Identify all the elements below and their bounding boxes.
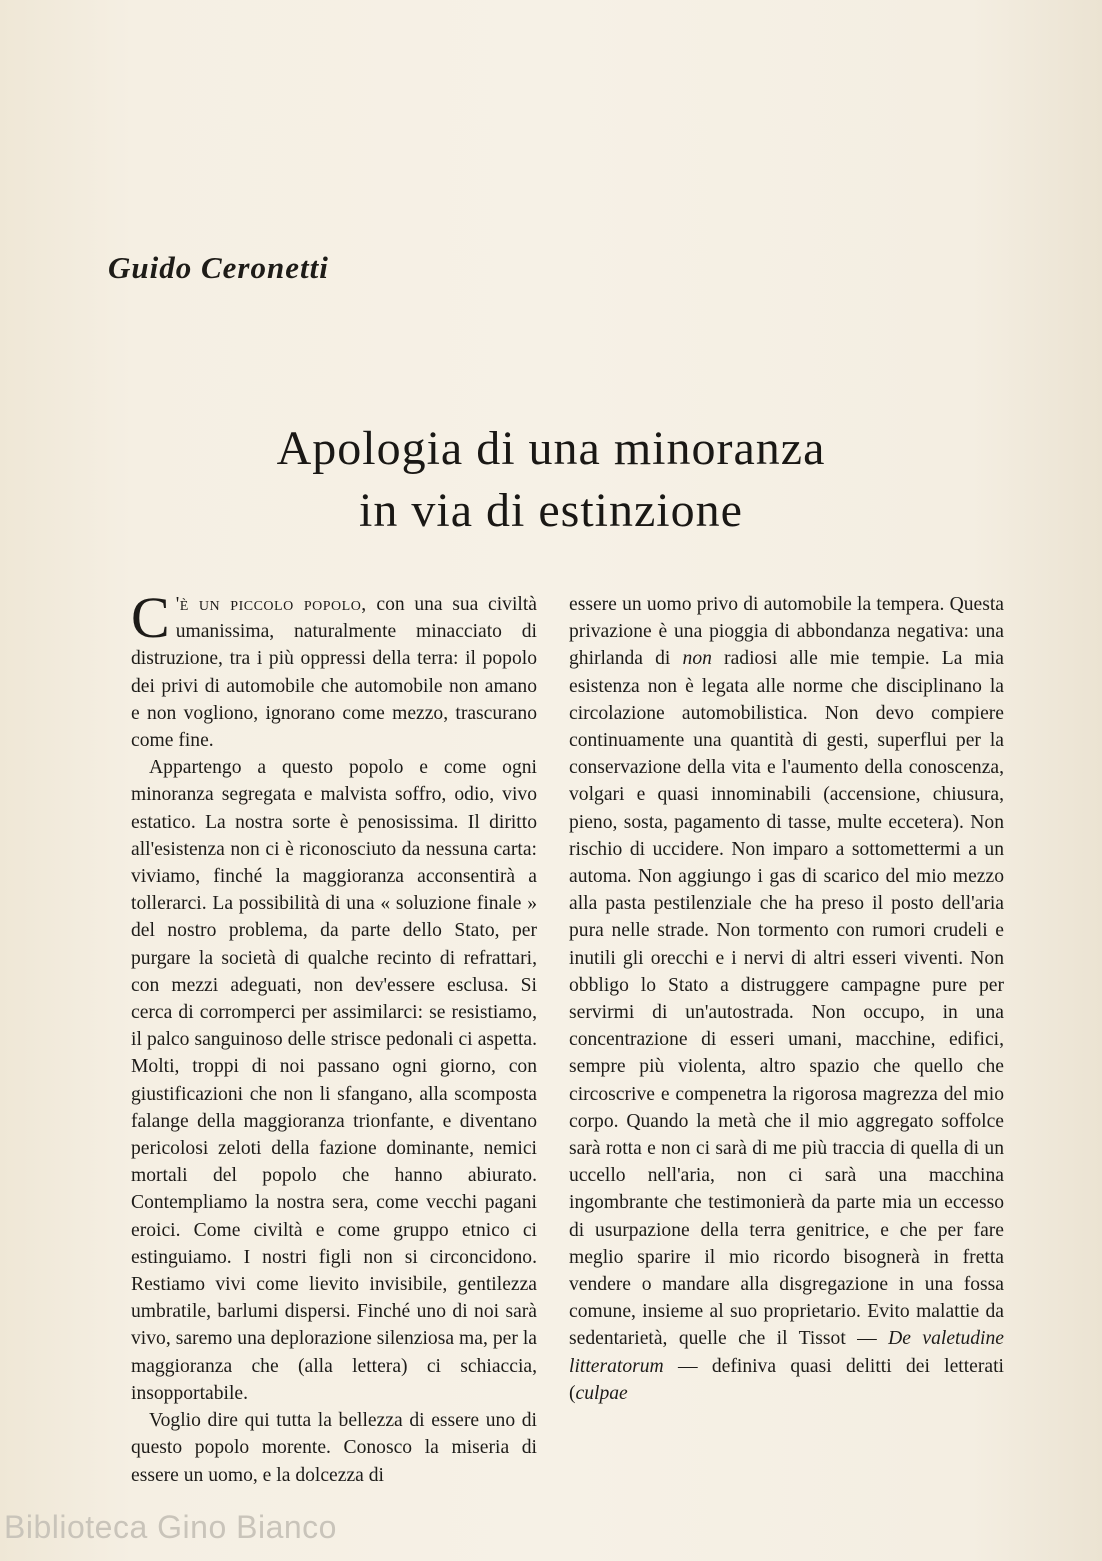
- left-paragraph-2: Appartengo a questo popolo e come ogni minoranza segregata e malvista soffro, odio, vivo estatico. La nostra sorte è penosissima. Il diritto all'esistenza non ci è riconosciuto da nessuna carta: viviamo, finché la maggioranza acconsentirà a tollerarci. La possibilità di una « soluzione finale » del nostro problema, da parte dello Stato, per purgare la società di qualche recinto di refrattari, con mezzi adeguati, non dev'essere esclusa. Si cerca di corromperci per assimilarci: se resistiamo, il palco sanguinoso delle strisce pedonali ci aspetta. Molti, troppi di noi passano ogni giorno, con giustificazioni che non li sfangano, alla scomposta falange della maggioranza trionfante, e diventano pericolosi zeloti della fazione dominante, nemici mortali del popolo che hanno abiurato. Contempliamo la nostra sera, come vecchi pagani eroici. Come civiltà e come gruppo etnico ci estinguiamo. I nostri figli non si circoncidono. Restiamo vivi come lievito invisibile, gentilezza umbratile, barlumi dispersi. Finché uno di noi sarà vivo, saremo una deplorazione silenziosa ma, per la maggioranza che (alla lettera) ci schiaccia, insopportabile.: [131, 757, 537, 1404]
- title-line-2: in via di estinzione: [359, 484, 743, 537]
- left-column: [131, 585, 538, 1489]
- right-paragraph-1: [569, 591, 1004, 1407]
- right-text-c: — definiva quasi delitti dei letterati (: [569, 1355, 1004, 1404]
- right-text-a: essere un uomo privo di automobile la tempera. Questa privazione è una pioggia di abbondanza negativa: una ghirlanda di: [569, 594, 1004, 670]
- library-watermark: Biblioteca Gino Bianco: [4, 1509, 337, 1545]
- author-name: Guido Ceronetti: [108, 250, 329, 285]
- right-text-b: radiosi alle mie tempie. La mia esistenza non è legata alle norme che disciplinano la circolazione automobilistica. Non devo compiere continuamente una quantità di gesti, superflui per la conservazione della vita e l'aumento della conoscenza, volgari e quasi innominabili (accensione, chiusura, pieno, sosta, pagamento di tasse, multe eccetera). Non rischio di uccidere. Non imparo a sottomettermi a un automa. Non aggiungo i gas di scarico del mio mezzo alla pasta pestilenziale che ha preso il posto dell'aria pura nelle strade. Non tormento con rumori crudeli e inutili gli orecchi e i nervi di altri esseri viventi. Non obbligo lo Stato a distruggere campagne pure per servirmi di un'autostrada. Non occupo, in una concentrazione di esseri umani, macchine, edifici, sempre più violenta, altro spazio che quello che circoscrive e compenetra la rigorosa magrezza del mio corpo. Quando la metà che il mio aggregato soffolce sarà rotta e non ci sarà di me più traccia di quella di un uccello nell'aria, non ci sarà una macchina ingombrante che testimonierà da parte mia un eccesso di usurpazione della terra genitrice, e che per fare meglio sparire il mio ricordo bisognerà in fretta vendere o mandare alla disgregazione in una fossa comune, insieme al suo proprietario. Evito malattie da sedentarietà, quelle che il Tissot —: [569, 648, 1004, 1350]
- title-line-1: Apologia di una minoranza: [276, 422, 826, 475]
- left-paragraph-1: [131, 585, 538, 754]
- article-title: [120, 418, 982, 542]
- italic-non: non: [682, 648, 712, 670]
- left-paragraph-1-text: con una sua civiltà umanissima, naturalmente minacciato di distruzione, tra i più oppressi della terra: il popolo dei privi di automobile che automobile non amano e non vogliono, ignorano come mezzo, trascurano come fine.: [131, 594, 538, 752]
- left-paragraph-3: Voglio dire qui tutta la bellezza di essere uno di questo popolo morente. Conosco la miseria di essere un uomo, e la dolcezza di: [131, 1410, 537, 1486]
- right-column: [569, 591, 1004, 1407]
- lead-in: 'è un piccolo popolo,: [175, 594, 367, 615]
- italic-work-title: De valetudine litteratorum: [569, 1328, 1004, 1377]
- drop-cap: C: [131, 585, 170, 650]
- italic-culpae: culpae: [575, 1382, 628, 1404]
